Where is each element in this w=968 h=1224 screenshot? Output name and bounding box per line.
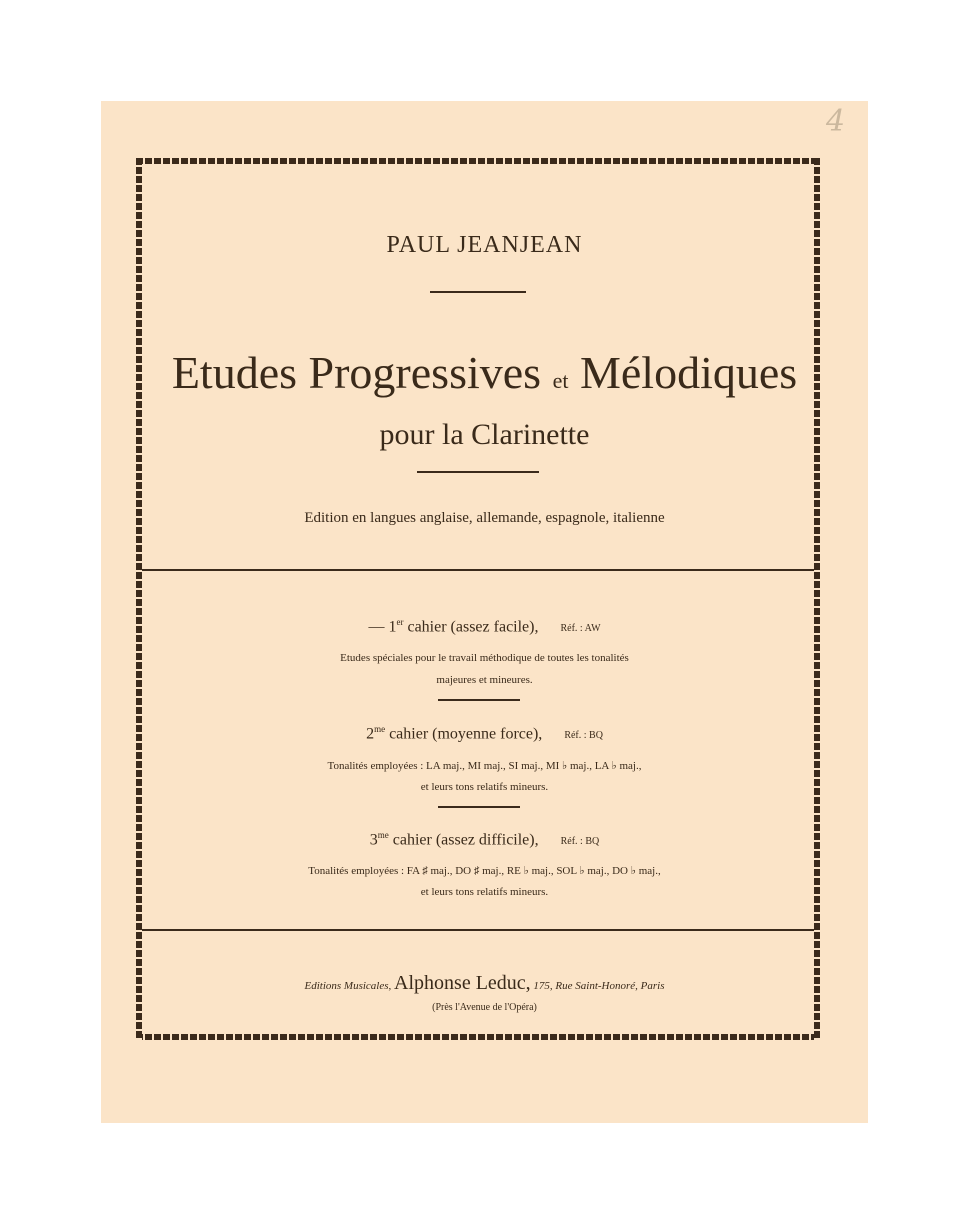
- rule-volume-2: [438, 806, 520, 808]
- title-part1: Etudes Progressives: [171, 347, 542, 398]
- volume-1-heading: — 1er cahier (assez facile), Réf. : AW: [368, 617, 601, 636]
- publisher-prefix: Editions Musicales,: [304, 980, 392, 992]
- publisher-address: 175, Rue Saint-Honoré, Paris: [533, 980, 665, 992]
- rule-under-composer: [430, 291, 526, 293]
- volume-2-heading: $2^{me}$ cahier (moyenne force), Réf. : BQ: [366, 724, 603, 743]
- border-bottom: [136, 1034, 820, 1040]
- section-divider-bottom: [142, 929, 814, 931]
- volume-2-desc-2: et leurs tons relatifs mineurs.: [420, 781, 549, 793]
- edition-note: Edition en langues anglaise, allemande, espagnole, italienne: [304, 510, 665, 526]
- volume-1-desc-2: majeures et mineures.: [436, 674, 533, 686]
- volume-1-label: cahier (assez facile),: [407, 618, 539, 636]
- volume-2-label: cahier (moyenne force),: [389, 725, 543, 743]
- title-connector: et: [552, 368, 569, 393]
- volume-3-heading: $3^{me}$ cahier (assez difficile), Réf. : BQ: [369, 830, 600, 849]
- rule-under-subtitle: [417, 471, 539, 473]
- volume-2-ref: Réf. : BQ: [564, 730, 603, 742]
- border-top: [136, 158, 820, 164]
- volume-3-ref: Réf. : BQ: [560, 836, 600, 848]
- publisher-name: Alphonse Leduc,: [394, 972, 531, 994]
- volume-3-desc-2: et leurs tons relatifs mineurs.: [420, 886, 549, 898]
- publisher-note: (Près l'Avenue de l'Opéra): [432, 1002, 537, 1013]
- publisher-line: [101, 972, 868, 995]
- title-part2: Mélodiques: [579, 347, 798, 398]
- volume-1-ref: Réf. : AW: [560, 623, 601, 635]
- subtitle: pour la Clarinette: [379, 418, 590, 451]
- pencil-mark: 4: [826, 104, 846, 139]
- rule-volume-1: [438, 699, 520, 701]
- volume-3-label: cahier (assez difficile),: [392, 831, 539, 849]
- volume-2-desc: Tonalités employées : LA maj., MI maj., SI maj., MI ♭ maj., LA ♭ maj.,: [327, 760, 642, 772]
- main-title: [101, 346, 868, 399]
- section-divider-top: [142, 569, 814, 571]
- volume-3-desc: Tonalités employées : FA ♯ maj., DO ♯ maj., RE ♭ maj., SOL ♭ maj., DO ♭ maj.,: [308, 865, 661, 877]
- composer-name: PAUL JEANJEAN: [386, 232, 583, 258]
- volume-1-desc: Etudes spéciales pour le travail méthodique de toutes les tonalités: [340, 652, 629, 664]
- border-right: [814, 158, 820, 1040]
- border-left: [136, 158, 142, 1040]
